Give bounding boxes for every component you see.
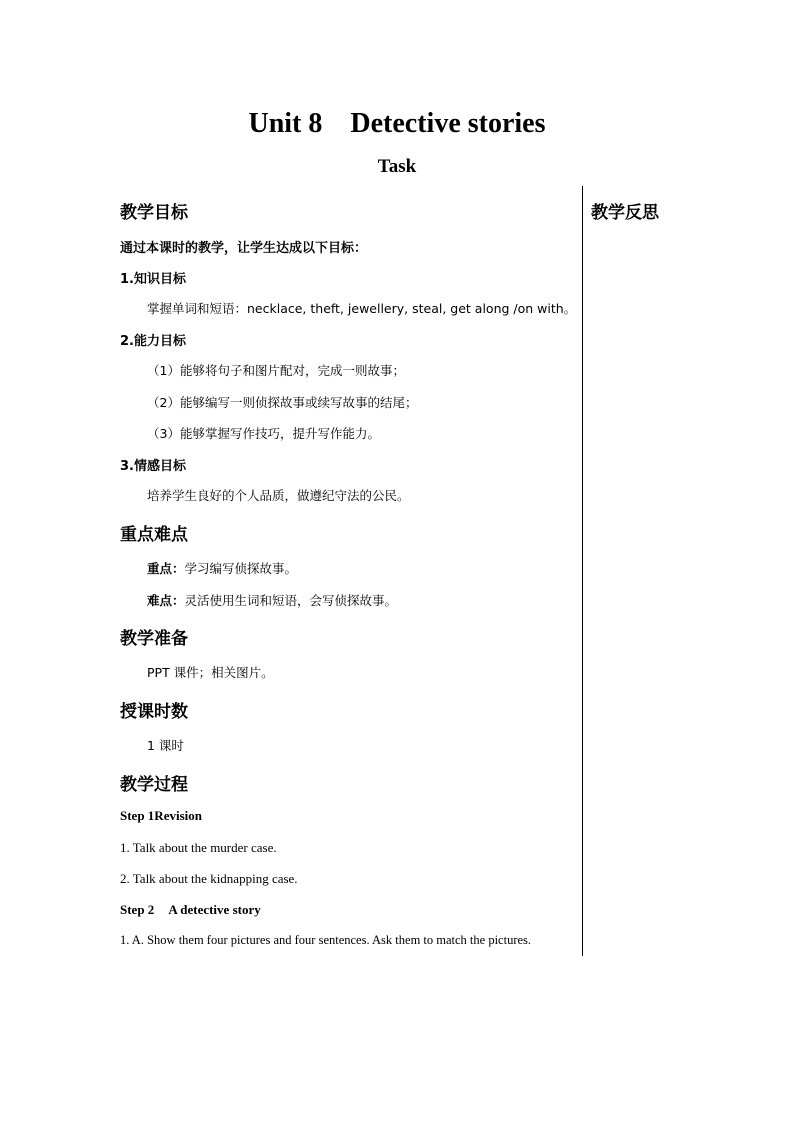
column-divider	[582, 186, 583, 956]
hours-heading: 授课时数	[120, 702, 188, 722]
reflection-heading: 教学反思	[591, 203, 659, 223]
emotion-heading: 3.情感目标	[120, 459, 186, 474]
step1-item-2: 2. Talk about the kidnapping case.	[120, 871, 298, 886]
knowledge-text: 掌握单词和短语：necklace, theft, jewellery, steal, get along /on with。	[147, 301, 577, 316]
objectives-heading: 教学目标	[120, 203, 188, 223]
step1-title: Step 1Revision	[120, 808, 202, 823]
hours-text: 1 课时	[147, 738, 184, 753]
page-title	[0, 108, 794, 140]
difficulty-line	[147, 591, 397, 609]
difficulty-text: 灵活使用生词和短语，会写侦探故事。	[184, 593, 398, 608]
step1-item-1: 1. Talk about the murder case.	[120, 840, 277, 855]
title-topic: Detective stories	[350, 108, 546, 139]
objectives-intro: 通过本课时的教学，让学生达成以下目标：	[120, 241, 368, 256]
title-unit: Unit 8	[248, 108, 323, 139]
page-subtitle: Task	[377, 156, 417, 177]
ability-heading: 2.能力目标	[120, 334, 186, 349]
step2-name: A detective story	[168, 902, 261, 917]
ability-item-3: （3）能够掌握写作技巧，提升写作能力。	[147, 426, 380, 441]
focus-text: 学习编写侦探故事。	[184, 561, 298, 576]
step2-title	[120, 902, 261, 918]
ability-item-2: （2）能够编写一则侦探故事或续写故事的结尾；	[147, 395, 418, 410]
step2-item-1: 1. A. Show them four pictures and four sentences. Ask them to match the pictures.	[120, 933, 532, 947]
key-points-heading: 重点难点	[120, 525, 188, 545]
focus-label: 重点：	[147, 561, 185, 576]
process-heading: 教学过程	[120, 775, 188, 795]
difficulty-label: 难点：	[147, 593, 185, 608]
preparation-text: PPT 课件；相关图片。	[147, 665, 274, 680]
step2-label: Step 2	[120, 902, 155, 917]
knowledge-heading: 1.知识目标	[120, 272, 186, 287]
ability-item-1: （1）能够将句子和图片配对，完成一则故事；	[147, 363, 405, 378]
preparation-heading: 教学准备	[120, 629, 188, 649]
emotion-text: 培养学生良好的个人品质，做遵纪守法的公民。	[147, 488, 410, 503]
focus-line	[147, 559, 297, 577]
